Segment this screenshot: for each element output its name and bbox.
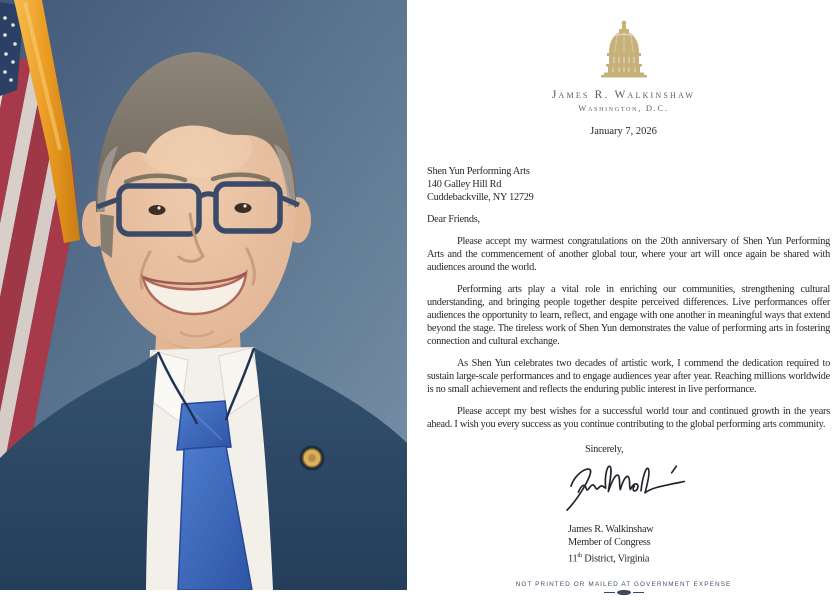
footer-ornament-icon — [603, 589, 645, 596]
recipient-line: Cuddebackville, NY 12729 — [427, 192, 534, 203]
portrait-illustration — [0, 0, 407, 590]
recipient-line: 140 Galley Hill Rd — [427, 179, 502, 190]
signer-district — [568, 549, 830, 565]
right-eye-glint — [243, 204, 246, 207]
signer-block — [568, 523, 830, 565]
district-ordinal: th — [577, 552, 582, 559]
letterhead-name: James R. Walkinshaw — [551, 89, 696, 101]
franking-disclaimer-text: NOT PRINTED OR MAILED AT GOVERNMENT EXPENSE — [515, 581, 732, 588]
signature-image — [561, 460, 830, 521]
letter-page — [407, 0, 840, 600]
recipient-address — [427, 165, 830, 204]
paragraph-1: Please accept my warmest congratulations on the 20th anniversary of Shen Yun Performing Arts and the commencement of another global tour, where your art will once again be shared with audiences around the world. — [427, 236, 830, 273]
paragraph-3: As Shen Yun celebrates two decades of artistic work, I commend the dedication required to sustain large-scale performances and to engage audiences year after year. Reaching millions worldwide is no small achievement and reflects the enduring public interest in live performance. — [427, 358, 830, 395]
portrait-photo — [0, 0, 407, 590]
letter-date: January 7, 2026 — [590, 126, 657, 137]
letterhead-location: Washington, D.C. — [578, 103, 669, 113]
signature-strokes — [561, 460, 691, 517]
district-rest: District, Virginia — [581, 553, 650, 565]
capitol-dome-icon — [596, 19, 652, 79]
left-eye — [149, 205, 166, 215]
letter-body — [407, 165, 840, 565]
salutation: Dear Friends, — [427, 214, 480, 225]
left-eye-glint — [157, 206, 160, 209]
recipient-line: Shen Yun Performing Arts — [427, 166, 530, 177]
right-eye — [235, 203, 252, 213]
franking-disclaimer — [407, 581, 840, 596]
signer-name: James R. Walkinshaw — [568, 524, 654, 535]
closing: Sincerely, — [585, 444, 624, 455]
paragraph-2: Performing arts play a vital role in enriching our communities, strengthening cultural understanding, and bringing people together despite perceived differences. Live performances offer audiences the opportunity to learn, reflect, and engage with one another in meaningful ways that extend beyond the stage. The tireless work of Shen Yun demonstrates the value of performing arts in fostering connection and cultural exchange. — [427, 284, 830, 347]
lapel-pin — [300, 446, 325, 471]
letterhead — [407, 0, 840, 113]
paragraph-4: Please accept my best wishes for a successful world tour and continued growth in the years ahead. I wish you every success as you continue contributing to the global performing arts community. — [427, 406, 830, 430]
signer-title: Member of Congress — [568, 537, 651, 548]
district-number: 11 — [568, 553, 578, 565]
